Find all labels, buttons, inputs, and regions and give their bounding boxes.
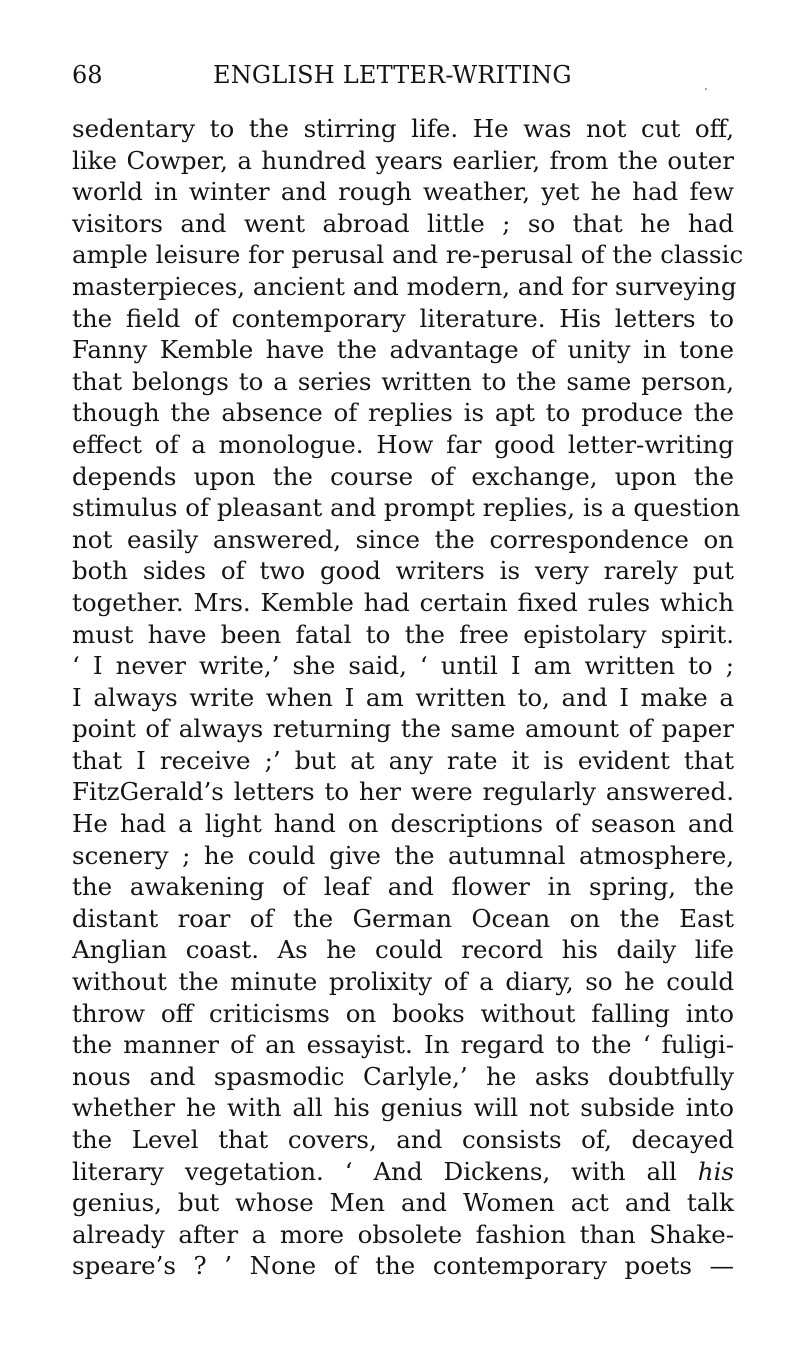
running-head: ENGLISH LETTER-WRITING	[213, 61, 572, 89]
text-line: genius, but whose Men and Women act and talk	[72, 1188, 734, 1218]
text-line: depends upon the course of exchange, upon the	[72, 461, 734, 491]
body-text	[72, 113, 744, 1282]
page-number: 68	[72, 61, 103, 89]
text-line: nous and spasmodic Carlyle,’ he asks doubtfully	[72, 1061, 734, 1091]
text-line: I always write when I am written to, and I make a	[72, 682, 734, 712]
text-line: effect of a monologue. How far good letter-writing	[72, 429, 734, 459]
text-line: the manner of an essayist. In regard to the ‘ fuligi-	[72, 1030, 734, 1060]
text-segment: literary vegetation. ‘ And Dickens, with all	[72, 1156, 677, 1186]
text-line: ample leisure for perusal and re-perusal of the classic	[72, 240, 744, 270]
text-line: not easily answered, since the correspondence on	[72, 524, 734, 554]
text-line: already after a more obsolete fashion than Shake-	[72, 1219, 734, 1249]
stray-ink-mark	[705, 88, 707, 90]
text-line: speare’s ? ’ None of the contemporary poets —	[72, 1251, 734, 1281]
text-line: must have been fatal to the free epistolary spirit.	[72, 619, 734, 649]
text-line: Anglian coast. As he could record his daily life	[72, 935, 734, 965]
text-line: Fanny Kemble have the advantage of unity in tone	[72, 335, 734, 365]
text-line: distant roar of the German Ocean on the East	[72, 903, 734, 933]
text-line: without the minute prolixity of a diary, so he could	[72, 967, 734, 997]
italic-word: his	[697, 1156, 734, 1186]
text-line: that I receive ;’ but at any rate it is evident that	[72, 745, 734, 775]
text-line: masterpieces, ancient and modern, and for surveying	[72, 271, 737, 301]
text-line: sedentary to the stirring life. He was not cut off,	[72, 114, 734, 143]
text-line: that belongs to a series written to the same person,	[72, 366, 734, 396]
text-line: FitzGerald’s letters to her were regularly answered.	[72, 777, 734, 807]
text-line: visitors and went abroad little ; so that he had	[72, 208, 734, 238]
text-line: ‘ I never write,’ she said, ‘ until I am written to ;	[72, 651, 734, 681]
text-line: He had a light hand on descriptions of season and	[72, 809, 734, 839]
text-line: stimulus of pleasant and prompt replies, is a question	[72, 493, 741, 523]
text-line: throw off criticisms on books without falling into	[72, 998, 734, 1028]
text-line: scenery ; he could give the autumnal atmosphere,	[72, 840, 734, 870]
text-line: both sides of two good writers is very rarely put	[72, 556, 734, 586]
text-line: the awakening of leaf and flower in spring, the	[72, 872, 734, 902]
text-line: though the absence of replies is apt to produce the	[72, 398, 734, 428]
text-line-with-italic	[72, 1156, 734, 1188]
text-line: whether he with all his genius will not subside into	[72, 1093, 734, 1123]
text-line: like Cowper, a hundred years earlier, from the outer	[72, 145, 734, 175]
text-line: the Level that covers, and consists of, decayed	[72, 1125, 734, 1154]
text-line: point of always returning the same amount of paper	[72, 714, 734, 744]
page-header	[72, 58, 732, 92]
text-line: the field of contemporary literature. His letters to	[72, 303, 734, 333]
text-line: world in winter and rough weather, yet he had few	[72, 177, 734, 207]
text-line: together. Mrs. Kemble had certain fixed rules which	[72, 587, 734, 617]
